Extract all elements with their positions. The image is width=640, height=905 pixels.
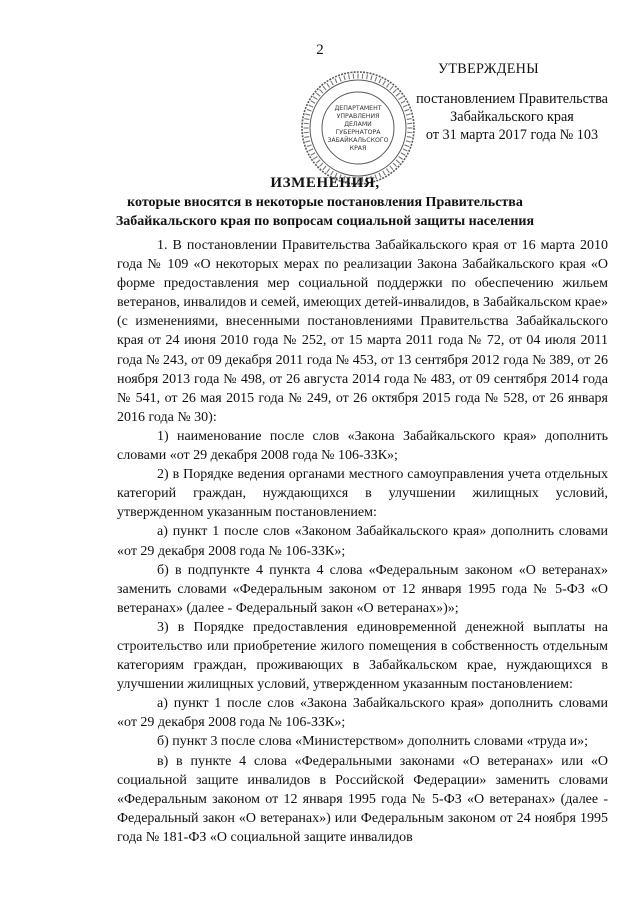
seal-ring-tick (305, 141, 310, 142)
seal-ring-tick (379, 79, 381, 84)
seal-text-line: ДЕЛАМИ (344, 121, 372, 128)
official-seal (298, 68, 418, 188)
seal-ring-tick (349, 74, 350, 79)
approval-line: постановлением Правительства (416, 91, 608, 107)
paragraph: 1. В постановлении Правительства Забайкальского края от 16 марта 2010 года № 109 «О некоторых мерах по реализации Закона Забайкальского края «О форме предоставления мер социальной поддержки по обеспечению жильем ветеранов, инвалидов и семей, имеющих детей-инвалидов, в Забайкальском крае» (с изменениями, внесенными постановлениями Правительства Забайкальского края от 24 июня 2010 года № 252, от 15 марта 2011 года № 72, от 04 июля 2011 года № 243, от 09 декабря 2011 года № 453, от 13 сентября 2012 года № 389, от 26 ноября 2013 года № 498, от 26 августа 2014 года № 483, от 09 сентября 2014 года № 541, от 26 мая 2015 года № 249, от 26 октября 2015 года № 528, от 26 января 2016 года № 30): (117, 238, 608, 425)
heading-line: Забайкальского края по вопросам социальной защиты населения (115, 214, 535, 229)
seal-text-line: КРАЯ (349, 145, 367, 152)
seal-ring-tick (313, 97, 317, 100)
seal-text-line: ГУБЕРНАТОРА (335, 129, 381, 136)
seal-ring-tick (305, 114, 310, 115)
seal-ring-tick (403, 149, 408, 151)
seal-ring-tick (367, 74, 368, 79)
seal-ring-tick (309, 105, 314, 107)
seal-ring-tick (386, 169, 389, 173)
seal-text-line: ДЕПАРТАМЕНТ (334, 105, 382, 112)
seal-ring-tick (323, 86, 326, 90)
seal-ring-tick (390, 86, 393, 90)
seal-ring-tick (307, 145, 312, 147)
seal-ring-tick (327, 83, 330, 87)
seal-ring-tick (316, 160, 320, 163)
seal-ring-tick (319, 89, 323, 93)
seal-ring-tick (304, 119, 309, 120)
seal-ring-tick (311, 101, 315, 104)
heading-title: ИЗМЕНЕНИЯ, (270, 175, 380, 191)
paragraph: 1) наименование после слов «Закона Забайкальского края» дополнить словами «от 29 декабря 2008 года № 106-ЗЗК»; (117, 428, 608, 464)
seal-ring-tick (323, 166, 326, 170)
paragraph: а) пункт 1 после слов «Законом Забайкальского края» дополнить словами «от 29 декабря 2008 года № 106-ЗЗК»; (117, 524, 608, 559)
seal-ring-tick (319, 163, 323, 167)
seal-ring-tick (401, 153, 405, 156)
seal-ring-tick (304, 137, 309, 138)
seal-ring-tick (405, 145, 410, 147)
seal-ring-tick (309, 149, 314, 151)
seal-ring-tick (396, 160, 400, 163)
paragraph: б) в подпункте 4 пункта 4 слова «Федеральным законом «О ветеранах» заменить словами «Федеральным законом от 12 января 1995 года № 5-ФЗ «О ветеранах» (далее - Федеральный закон «О ветеранах»)»; (117, 562, 608, 616)
document-body (117, 236, 608, 847)
seal-ring-tick (313, 156, 317, 159)
seal-ring-tick (393, 89, 397, 93)
approval-line: Забайкальского края (450, 109, 574, 125)
paragraph: 2) в Порядке ведения органами местного самоуправления учета отдельных категорий граждан, нуждающихся в улучшении жилищных условий, утвержденном указанным постановлением: (117, 467, 608, 521)
seal-ring-tick (327, 169, 330, 173)
seal-ring-tick (331, 81, 334, 85)
seal-text-line: ЗАБАЙКАЛЬСКОГО (327, 137, 389, 144)
seal-ring-tick (396, 93, 400, 96)
document-heading (90, 174, 560, 231)
paragraph: б) пункт 3 после слова «Министерством» дополнить словами «труда и»; (157, 734, 589, 750)
seal-ring-tick (383, 81, 386, 85)
approval-title: УТВЕРЖДЕНЫ (438, 61, 539, 77)
seal-ring-tick (386, 83, 389, 87)
paragraph: а) пункт 1 после слов «Закона Забайкальского края» дополнить словами «от 29 декабря 2008 года № 106-ЗЗК»; (117, 696, 608, 731)
page-number: 2 (316, 42, 324, 58)
seal-ring-tick (316, 93, 320, 96)
approval-block (402, 60, 622, 144)
seal-text-line: УПРАВЛЕНИЯ (336, 113, 380, 120)
seal-ring-tick (390, 166, 393, 170)
approval-line: от 31 марта 2017 года № 103 (425, 127, 599, 143)
seal-ring-tick (393, 163, 397, 167)
seal-ring-tick (335, 79, 337, 84)
seal-ring-tick (311, 153, 315, 156)
seal-ring-tick (399, 156, 403, 159)
heading-line: которые вносятся в некоторые постановления Правительства (127, 195, 523, 210)
seal-ring-tick (307, 109, 312, 111)
paragraph: в) в пункте 4 слова «Федеральными законами «О ветеранах» или «О социальной защите инвалидов в Российской Федерации» заменить словами «Федеральным законом от 12 января 1995 года № 5-ФЗ «О ветеранах» (далее - Федеральный закон «О ветеранах») или Федеральным законом от 24 ноября 1995 года № 181-ФЗ «О социальной защите инвалидов (117, 753, 608, 845)
paragraph: 3) в Порядке предоставления единовременной денежной выплаты на строительство или приобретение жилого помещения в собственность отдельным категориям граждан, проживающих в Забайкальском крае, нуждающихся в улучшении жилищных условий, утвержденном указанным постановлением: (117, 619, 608, 693)
